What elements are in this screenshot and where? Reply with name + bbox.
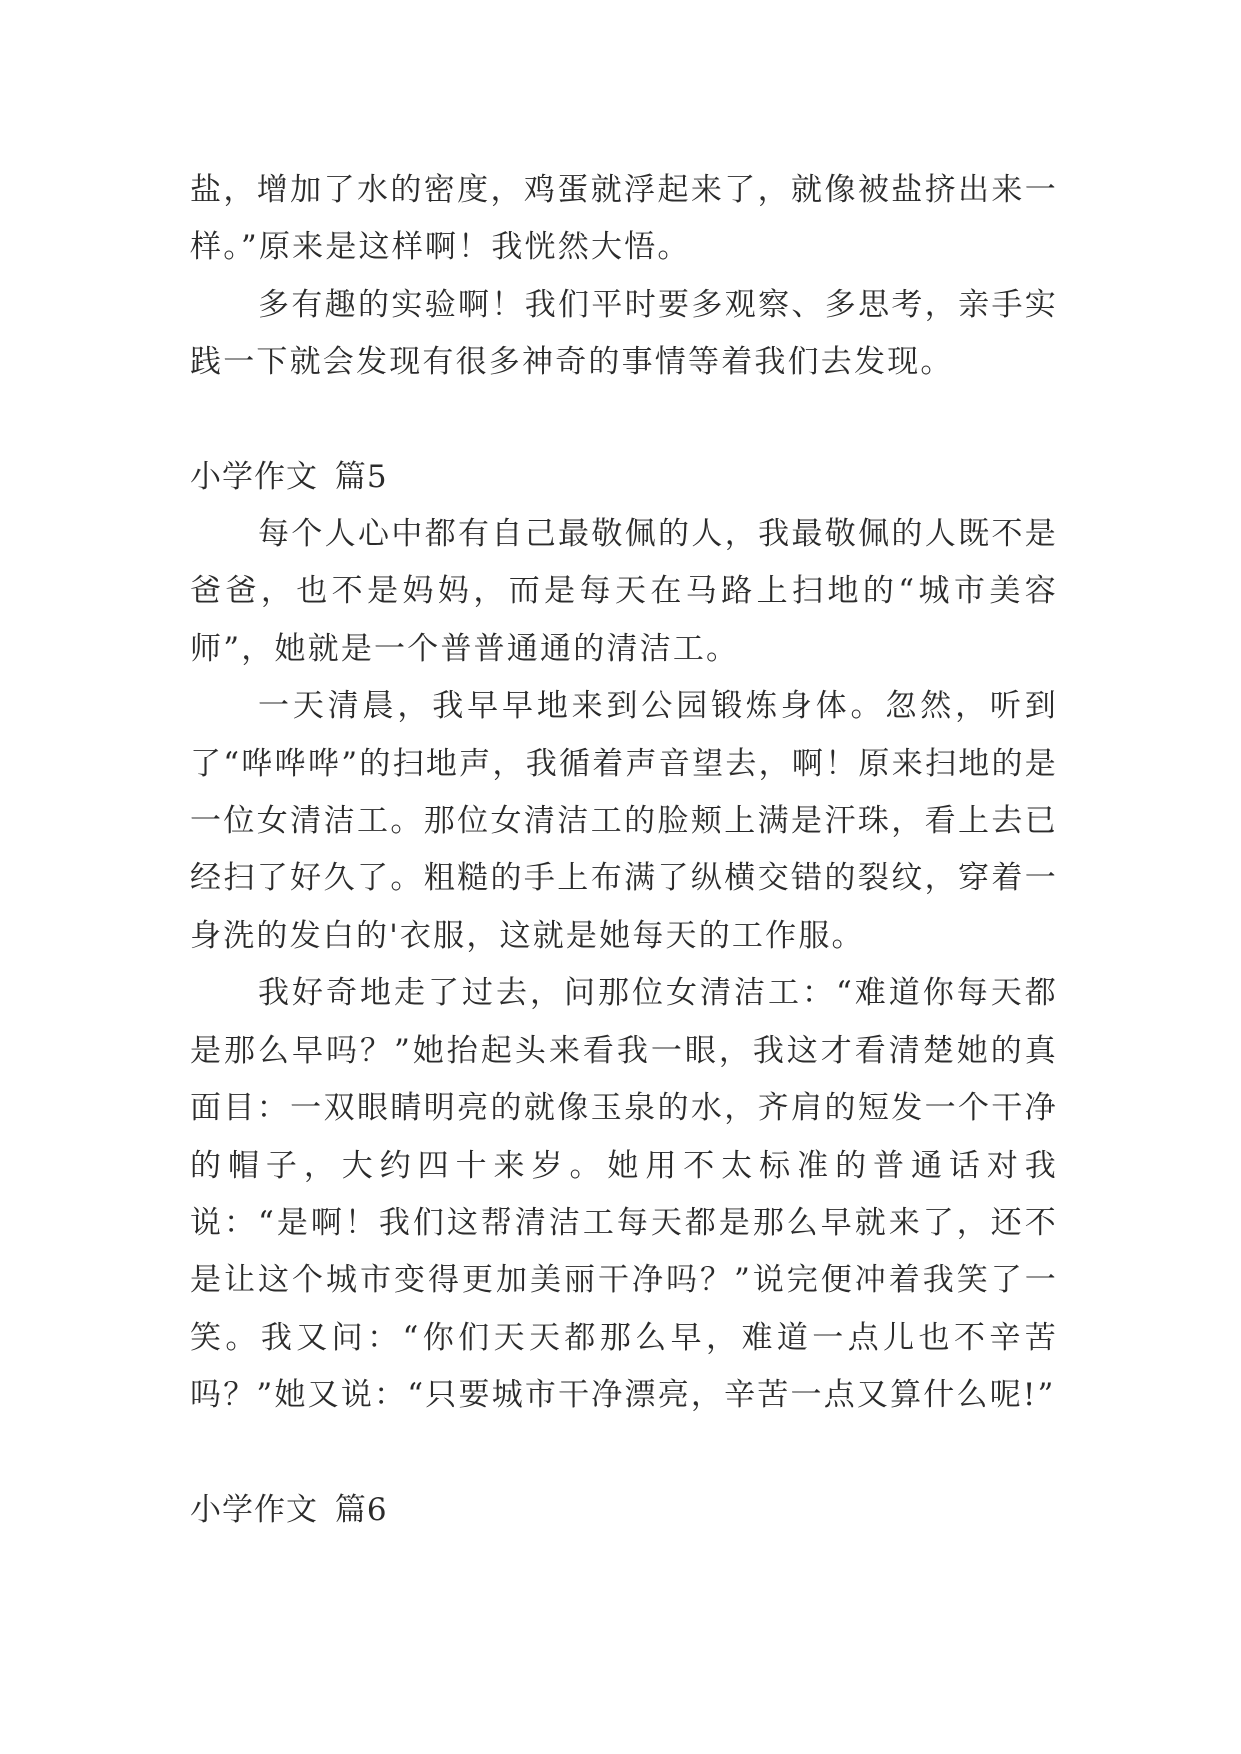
section-spacer [190,392,1058,449]
paragraph: 一天清晨，我早早地来到公园锻炼身体。忽然，听到了“哗哗哗”的扫地声，我循着声音望去，啊！原来扫地的是一位女清洁工。那位女清洁工的脸颊上满是汗珠，看上去已经扫了好久了。粗糙的手上布满了纵横交错的裂纹，穿着一身洗的发白的'衣服，这就是她每天的工作服。 [190,688,1058,954]
paragraph: 多有趣的实验啊！我们平时要多观察、多思考，亲手实践一下就会发现有很多神奇的事情等着我们去发现。 [190,286,1058,381]
section-title: 小学作文 篇5 [190,458,388,495]
section-title: 小学作文 篇6 [190,1491,388,1528]
document-body [190,162,1058,1539]
paragraph: 盐，增加了水的密度，鸡蛋就浮起来了，就像被盐挤出来一样。”原来是这样啊！我恍然大悟。 [190,172,1058,266]
section-spacer [190,1425,1058,1482]
paragraph: 我好奇地走了过去，问那位女清洁工：“难道你每天都是那么早吗？”她抬起头来看我一眼，我这才看清楚她的真面目：一双眼睛明亮的就像玉泉的水，齐肩的短发一个干净的帽子，大约四十来岁。她用不太标准的普通话对我说：“是啊！我们这帮清洁工每天都是那么早就来了，还不是让这个城市变得更加美丽干净吗？”说完便冲着我笑了一笑。我又问：“你们天天都那么早，难道一点儿也不辛苦吗？”她又说：“只要城市干净漂亮，辛苦一点又算什么呢!” [190,975,1058,1414]
paragraph: 每个人心中都有自己最敬佩的人，我最敬佩的人既不是爸爸，也不是妈妈，而是每天在马路上扫地的“城市美容师”，她就是一个普普通通的清洁工。 [190,516,1058,667]
